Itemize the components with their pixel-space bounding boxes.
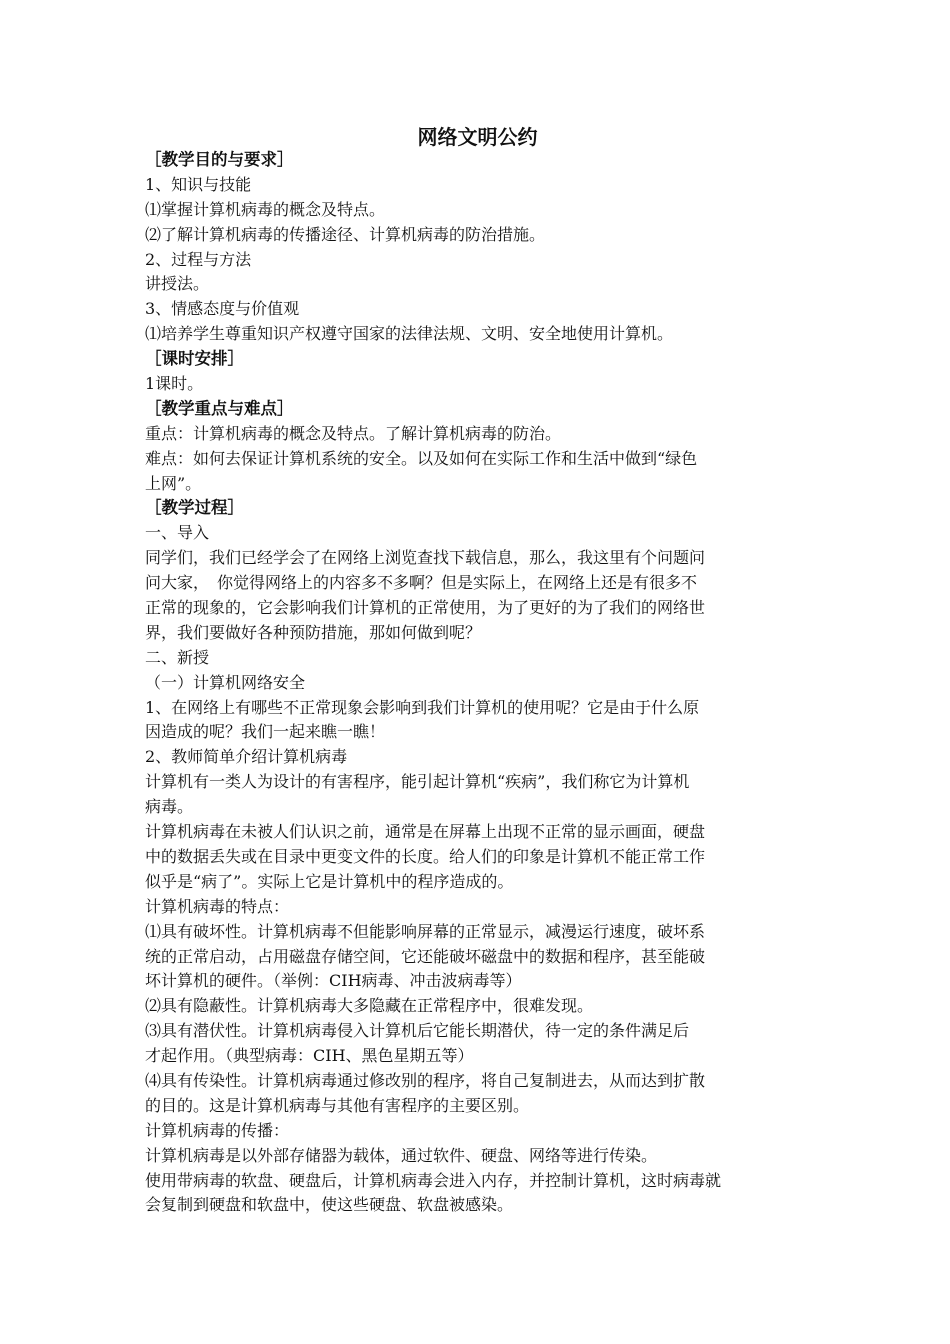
paragraph-line: 会复制到硬盘和软盘中，使这些硬盘、软盘被感染。: [145, 1195, 514, 1215]
paragraph-line: 因造成的呢？我们一起来瞧一瞧！: [145, 722, 386, 742]
paragraph-line: 病毒。: [145, 797, 194, 817]
paragraph-line: 计算机有一类人为设计的有害程序，能引起计算机“疾病”，我们称它为计算机: [145, 772, 690, 792]
paragraph-line: ⑷具有传染性。计算机病毒通过修改别的程序，将自己复制进去，从而达到扩散: [145, 1070, 706, 1090]
section-heading: ［教学重点与难点］: [145, 398, 294, 418]
section-heading: ［教学目的与要求］: [145, 150, 294, 169]
document-body: [145, 148, 810, 1218]
paragraph-line: 1、在网络上有哪些不正常现象会影响到我们计算机的使用呢？它是由于什么原: [145, 697, 700, 717]
paragraph-line: 1课时。: [145, 374, 204, 394]
section-heading: ［教学过程］: [145, 498, 244, 518]
paragraph-line: 计算机病毒的传播：: [145, 1120, 290, 1140]
paragraph-line: 问大家， 你觉得网络上的内容多不多啊？但是实际上，在网络上还是有很多不: [145, 573, 698, 593]
paragraph-line: ⑴掌握计算机病毒的概念及特点。: [145, 199, 386, 219]
paragraph-line: ⑵具有隐蔽性。计算机病毒大多隐藏在正常程序中，很难发现。: [145, 996, 594, 1016]
paragraph-line: 正常的现象的，它会影响我们计算机的正常使用，为了更好的为了我们的网络世: [145, 598, 706, 618]
paragraph-line: 坏计算机的硬件。（举例：CIH病毒、冲击波病毒等）: [145, 971, 522, 991]
paragraph-line: ⑴培养学生尊重知识产权遵守国家的法律法规、文明、安全地使用计算机。: [145, 324, 674, 344]
document-title: 网络文明公约: [417, 125, 538, 149]
paragraph-line: 的目的。这是计算机病毒与其他有害程序的主要区别。: [145, 1095, 530, 1115]
paragraph-line: 计算机病毒在未被人们认识之前，通常是在屏幕上出现不正常的显示画面，硬盘: [145, 822, 706, 842]
paragraph-line: 上网”。: [145, 473, 202, 493]
paragraph-line: 计算机病毒是以外部存储器为载体，通过软件、硬盘、网络等进行传染。: [145, 1145, 658, 1165]
paragraph-line: 重点：计算机病毒的概念及特点。了解计算机病毒的防治。: [145, 423, 562, 443]
paragraph-line: 难点：如何去保证计算机系统的安全。以及如何在实际工作和生活中做到“绿色: [145, 448, 698, 468]
paragraph-line: 3、情感态度与价值观: [145, 299, 300, 319]
paragraph-line: 使用带病毒的软盘、硬盘后，计算机病毒会进入内存，并控制计算机，这时病毒就: [145, 1170, 722, 1190]
paragraph-line: 才起作用。（典型病毒：CIH、黑色星期五等）: [145, 1046, 474, 1066]
paragraph-line: 同学们，我们已经学会了在网络上浏览查找下载信息，那么，我这里有个问题问: [145, 548, 706, 568]
paragraph-line: （一）计算机网络安全: [145, 672, 306, 692]
paragraph-line: 中的数据丢失或在目录中更变文件的长度。给人们的印象是计算机不能正常工作: [145, 846, 706, 866]
paragraph-line: 1、知识与技能: [145, 174, 252, 194]
paragraph-line: ⑴具有破坏性。计算机病毒不但能影响屏幕的正常显示，减漫运行速度，破坏系: [145, 921, 706, 941]
paragraph-line: 二、新授: [145, 647, 210, 667]
section-heading: ［课时安排］: [145, 349, 244, 369]
paragraph-line: 界，我们要做好各种预防措施，那如何做到呢？: [145, 622, 482, 642]
paragraph-line: ⑶具有潜伏性。计算机病毒侵入计算机后它能长期潜伏，待一定的条件满足后: [145, 1021, 690, 1041]
paragraph-line: 一、导入: [145, 523, 210, 543]
paragraph-line: 计算机病毒的特点：: [145, 896, 290, 916]
paragraph-line: 讲授法。: [145, 274, 210, 294]
paragraph-line: 统的正常启动，占用磁盘存储空间，它还能破坏磁盘中的数据和程序，甚至能破: [145, 946, 706, 966]
paragraph-line: 2、过程与方法: [145, 249, 252, 269]
paragraph-line: 似乎是“病了”。实际上它是计算机中的程序造成的。: [145, 871, 514, 891]
paragraph-line: ⑵了解计算机病毒的传播途径、计算机病毒的防治措施。: [145, 224, 546, 244]
paragraph-line: 2、教师简单介绍计算机病毒: [145, 747, 348, 767]
